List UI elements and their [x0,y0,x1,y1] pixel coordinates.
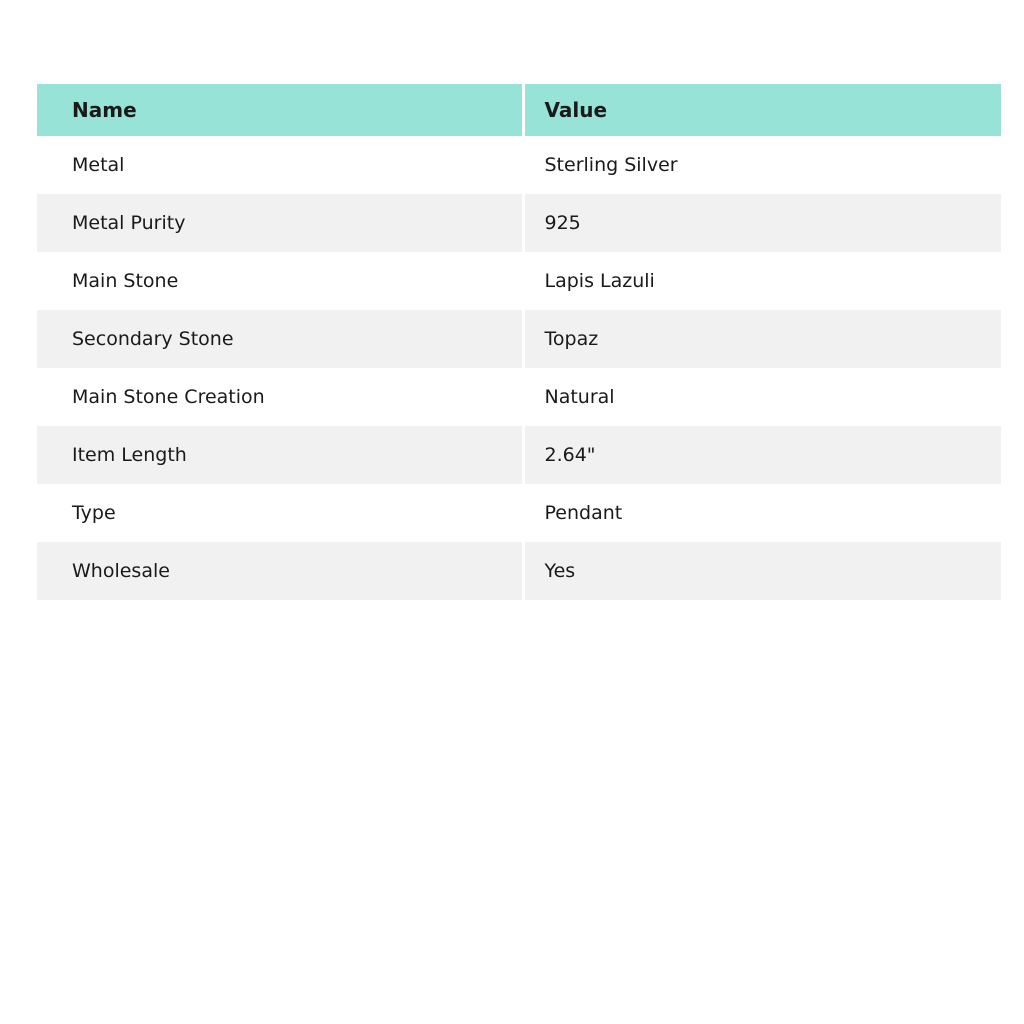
table-row-main-stone [37,252,1001,310]
spec-name-cell: Main Stone Creation [37,368,523,426]
table-row-type [37,484,1001,542]
spec-table-body [37,136,1001,600]
product-spec-table-container [37,84,1001,600]
header-row [37,84,1001,136]
spec-value-cell: Topaz [523,310,1001,368]
table-row-item-length [37,426,1001,484]
spec-name-cell: Metal [37,136,523,194]
spec-name-cell: Type [37,484,523,542]
table-row-metal-purity [37,194,1001,252]
table-row-metal [37,136,1001,194]
spec-name-cell: Metal Purity [37,194,523,252]
table-row-main-stone-creation [37,368,1001,426]
spec-name-cell: Main Stone [37,252,523,310]
spec-name-cell: Secondary Stone [37,310,523,368]
product-spec-table [37,84,1001,600]
table-row-wholesale [37,542,1001,600]
spec-table-header [37,84,1001,136]
spec-value-cell: 925 [523,194,1001,252]
spec-value-cell: Pendant [523,484,1001,542]
spec-name-cell: Item Length [37,426,523,484]
spec-value-cell: Lapis Lazuli [523,252,1001,310]
spec-value-cell: Yes [523,542,1001,600]
spec-value-cell: 2.64" [523,426,1001,484]
header-name: Name [37,84,523,136]
spec-name-cell: Wholesale [37,542,523,600]
spec-value-cell: Natural [523,368,1001,426]
header-value: Value [523,84,1001,136]
table-row-secondary-stone [37,310,1001,368]
spec-value-cell: Sterling Silver [523,136,1001,194]
